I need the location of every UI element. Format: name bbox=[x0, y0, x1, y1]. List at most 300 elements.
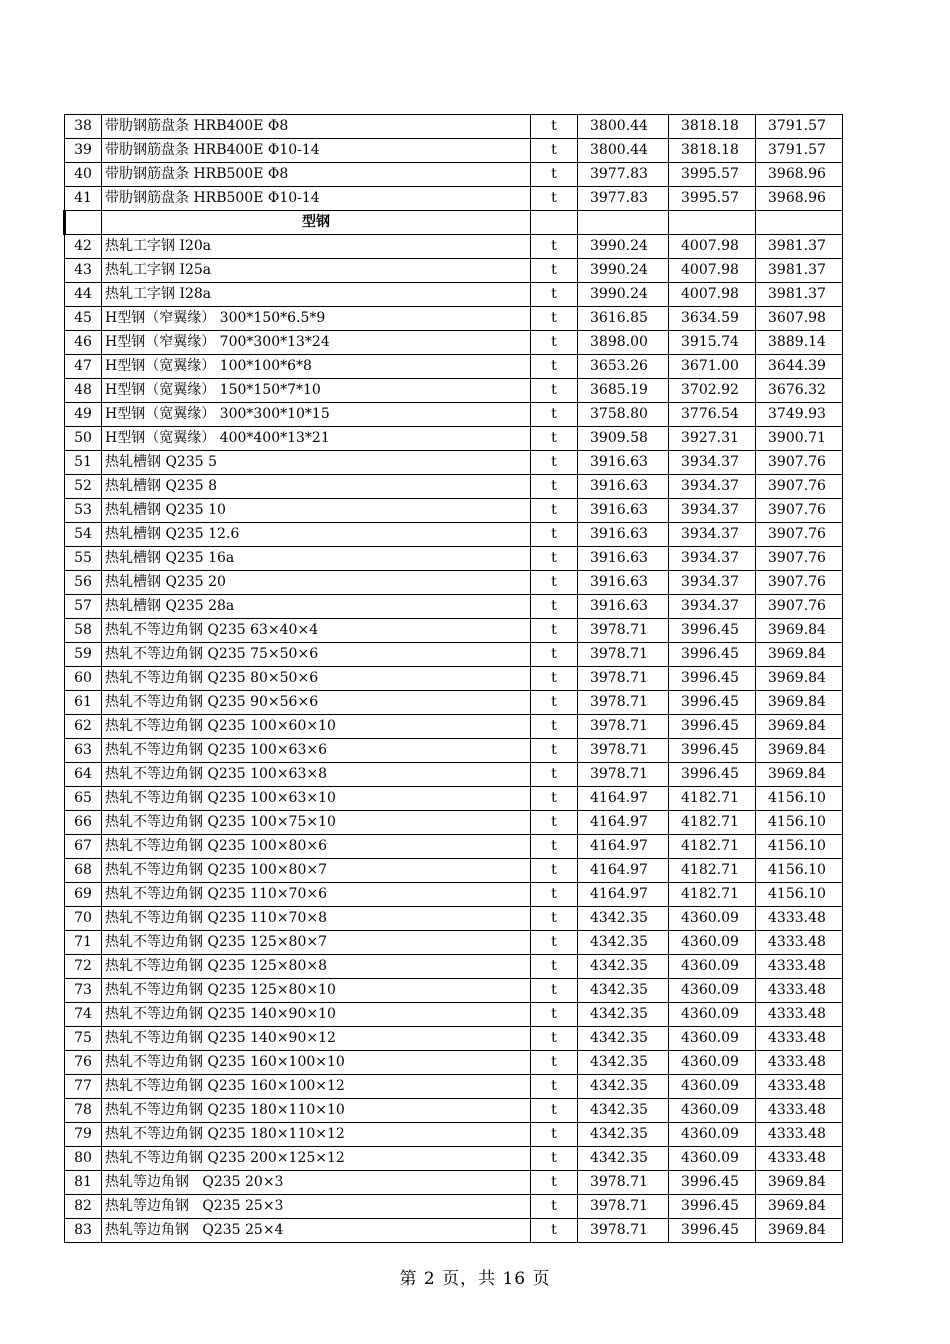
price-2: 4360.09 bbox=[669, 1051, 756, 1075]
item-unit: t bbox=[531, 187, 578, 211]
price-2: 4360.09 bbox=[669, 907, 756, 931]
item-unit: t bbox=[531, 139, 578, 163]
item-unit: t bbox=[531, 1027, 578, 1051]
price-2: 3996.45 bbox=[669, 1195, 756, 1219]
price-3: 3900.71 bbox=[756, 427, 843, 451]
item-unit: t bbox=[531, 1147, 578, 1171]
price-2: 4360.09 bbox=[669, 1027, 756, 1051]
row-index: 41 bbox=[65, 187, 102, 211]
row-index: 40 bbox=[65, 163, 102, 187]
item-name: 热轧槽钢 Q235 20 bbox=[102, 571, 531, 595]
item-name: H型钢（窄翼缘） 300*150*6.5*9 bbox=[102, 307, 531, 331]
price-3: 3969.84 bbox=[756, 619, 843, 643]
table-row bbox=[65, 643, 843, 667]
item-unit: t bbox=[531, 427, 578, 451]
price-2: 3996.45 bbox=[669, 667, 756, 691]
row-index: 58 bbox=[65, 619, 102, 643]
price-1: 3800.44 bbox=[578, 115, 669, 139]
item-name: 热轧不等边角钢 Q235 125×80×10 bbox=[102, 979, 531, 1003]
table-row bbox=[65, 499, 843, 523]
item-unit: t bbox=[531, 1075, 578, 1099]
price-3: 4333.48 bbox=[756, 1027, 843, 1051]
price-2: 4360.09 bbox=[669, 1123, 756, 1147]
price-1: 3916.63 bbox=[578, 451, 669, 475]
price-2: 4007.98 bbox=[669, 283, 756, 307]
item-name: 热轧不等边角钢 Q235 180×110×10 bbox=[102, 1099, 531, 1123]
item-name: H型钢（宽翼缘） 150*150*7*10 bbox=[102, 379, 531, 403]
price-3: 3907.76 bbox=[756, 595, 843, 619]
item-unit: t bbox=[531, 931, 578, 955]
price-3: 4333.48 bbox=[756, 1075, 843, 1099]
price-1: 4342.35 bbox=[578, 955, 669, 979]
table-row bbox=[65, 523, 843, 547]
price-3: 3981.37 bbox=[756, 235, 843, 259]
table-row bbox=[65, 355, 843, 379]
item-unit: t bbox=[531, 739, 578, 763]
item-unit: t bbox=[531, 1051, 578, 1075]
item-unit: t bbox=[531, 523, 578, 547]
price-2: 4007.98 bbox=[669, 259, 756, 283]
price-1: 4164.97 bbox=[578, 859, 669, 883]
item-unit: t bbox=[531, 571, 578, 595]
row-index: 43 bbox=[65, 259, 102, 283]
price-1: 3909.58 bbox=[578, 427, 669, 451]
price-2: 3934.37 bbox=[669, 571, 756, 595]
row-index: 78 bbox=[65, 1099, 102, 1123]
price-1: 3990.24 bbox=[578, 283, 669, 307]
table-row bbox=[65, 811, 843, 835]
table-row bbox=[65, 1051, 843, 1075]
price-2: 3776.54 bbox=[669, 403, 756, 427]
price-1: 4164.97 bbox=[578, 835, 669, 859]
row-index: 71 bbox=[65, 931, 102, 955]
section-header-group bbox=[65, 211, 843, 235]
row-index: 68 bbox=[65, 859, 102, 883]
price-2: 3996.45 bbox=[669, 739, 756, 763]
row-index: 66 bbox=[65, 811, 102, 835]
item-unit: t bbox=[531, 1123, 578, 1147]
item-unit: t bbox=[531, 499, 578, 523]
table-row bbox=[65, 1123, 843, 1147]
item-name: 热轧槽钢 Q235 5 bbox=[102, 451, 531, 475]
item-unit: t bbox=[531, 835, 578, 859]
price-2: 3934.37 bbox=[669, 595, 756, 619]
price-2: 3995.57 bbox=[669, 187, 756, 211]
price-2: 3996.45 bbox=[669, 1219, 756, 1243]
price-3: 3907.76 bbox=[756, 499, 843, 523]
table-row bbox=[65, 235, 843, 259]
table-row bbox=[65, 1027, 843, 1051]
price-1: 4164.97 bbox=[578, 883, 669, 907]
row-index: 54 bbox=[65, 523, 102, 547]
row-index: 61 bbox=[65, 691, 102, 715]
item-name: 热轧不等边角钢 Q235 160×100×10 bbox=[102, 1051, 531, 1075]
price-2: 4182.71 bbox=[669, 787, 756, 811]
table-row bbox=[65, 379, 843, 403]
price-2: 3818.18 bbox=[669, 115, 756, 139]
table-row bbox=[65, 187, 843, 211]
price-1: 3978.71 bbox=[578, 1195, 669, 1219]
table-row bbox=[65, 115, 843, 139]
price-3: 3968.96 bbox=[756, 187, 843, 211]
price-3: 4333.48 bbox=[756, 1123, 843, 1147]
table-row bbox=[65, 1075, 843, 1099]
item-unit: t bbox=[531, 979, 578, 1003]
price-3: 4333.48 bbox=[756, 955, 843, 979]
price-3: 3969.84 bbox=[756, 643, 843, 667]
item-unit: t bbox=[531, 1003, 578, 1027]
item-name: 热轧不等边角钢 Q235 90×56×6 bbox=[102, 691, 531, 715]
section-price-cell-1 bbox=[578, 211, 669, 235]
price-2: 3995.57 bbox=[669, 163, 756, 187]
item-name: 热轧不等边角钢 Q235 160×100×12 bbox=[102, 1075, 531, 1099]
item-unit: t bbox=[531, 163, 578, 187]
price-1: 3916.63 bbox=[578, 475, 669, 499]
row-index: 57 bbox=[65, 595, 102, 619]
price-table bbox=[63, 114, 843, 1243]
price-2: 3934.37 bbox=[669, 451, 756, 475]
table-row bbox=[65, 619, 843, 643]
price-2: 3818.18 bbox=[669, 139, 756, 163]
item-name: 热轧不等边角钢 Q235 100×75×10 bbox=[102, 811, 531, 835]
price-2: 4007.98 bbox=[669, 235, 756, 259]
price-2: 4360.09 bbox=[669, 1075, 756, 1099]
price-3: 3607.98 bbox=[756, 307, 843, 331]
item-name: 带肋钢筋盘条 HRB400E Φ8 bbox=[102, 115, 531, 139]
row-index: 74 bbox=[65, 1003, 102, 1027]
section-title: 型钢 bbox=[102, 211, 531, 235]
item-unit: t bbox=[531, 451, 578, 475]
item-name: 热轧不等边角钢 Q235 75×50×6 bbox=[102, 643, 531, 667]
price-1: 3977.83 bbox=[578, 163, 669, 187]
item-name: H型钢（宽翼缘） 100*100*6*8 bbox=[102, 355, 531, 379]
price-3: 3907.76 bbox=[756, 571, 843, 595]
table-row bbox=[65, 1099, 843, 1123]
table-row bbox=[65, 931, 843, 955]
section-row bbox=[65, 211, 843, 235]
item-name: 热轧不等边角钢 Q235 200×125×12 bbox=[102, 1147, 531, 1171]
price-1: 4164.97 bbox=[578, 811, 669, 835]
table-row bbox=[65, 859, 843, 883]
price-2: 4182.71 bbox=[669, 883, 756, 907]
item-name: 热轧不等边角钢 Q235 100×60×10 bbox=[102, 715, 531, 739]
price-3: 3676.32 bbox=[756, 379, 843, 403]
price-1: 4342.35 bbox=[578, 1147, 669, 1171]
row-index: 64 bbox=[65, 763, 102, 787]
price-3: 3969.84 bbox=[756, 1219, 843, 1243]
item-unit: t bbox=[531, 547, 578, 571]
price-3: 3969.84 bbox=[756, 667, 843, 691]
item-unit: t bbox=[531, 763, 578, 787]
row-index: 72 bbox=[65, 955, 102, 979]
item-unit: t bbox=[531, 787, 578, 811]
price-2: 3996.45 bbox=[669, 619, 756, 643]
price-1: 4342.35 bbox=[578, 1099, 669, 1123]
price-1: 3978.71 bbox=[578, 715, 669, 739]
item-unit: t bbox=[531, 643, 578, 667]
price-2: 3702.92 bbox=[669, 379, 756, 403]
price-2: 4182.71 bbox=[669, 835, 756, 859]
item-unit: t bbox=[531, 379, 578, 403]
table-row bbox=[65, 883, 843, 907]
price-2: 3996.45 bbox=[669, 691, 756, 715]
price-1: 3978.71 bbox=[578, 691, 669, 715]
item-name: 带肋钢筋盘条 HRB400E Φ10-14 bbox=[102, 139, 531, 163]
item-unit: t bbox=[531, 331, 578, 355]
table-row bbox=[65, 979, 843, 1003]
price-2: 3934.37 bbox=[669, 547, 756, 571]
item-unit: t bbox=[531, 283, 578, 307]
item-unit: t bbox=[531, 619, 578, 643]
item-name: 热轧不等边角钢 Q235 140×90×12 bbox=[102, 1027, 531, 1051]
table-row bbox=[65, 547, 843, 571]
item-name: 热轧不等边角钢 Q235 100×63×8 bbox=[102, 763, 531, 787]
item-unit: t bbox=[531, 1219, 578, 1243]
section-price-cell-2 bbox=[669, 211, 756, 235]
price-1: 3978.71 bbox=[578, 643, 669, 667]
price-2: 4360.09 bbox=[669, 979, 756, 1003]
table-row bbox=[65, 331, 843, 355]
row-index: 81 bbox=[65, 1171, 102, 1195]
item-unit: t bbox=[531, 307, 578, 331]
row-index: 59 bbox=[65, 643, 102, 667]
item-name: 热轧不等边角钢 Q235 100×63×6 bbox=[102, 739, 531, 763]
price-2: 3996.45 bbox=[669, 1171, 756, 1195]
price-3: 3644.39 bbox=[756, 355, 843, 379]
row-index: 83 bbox=[65, 1219, 102, 1243]
price-3: 3969.84 bbox=[756, 763, 843, 787]
item-name: 热轧不等边角钢 Q235 100×80×7 bbox=[102, 859, 531, 883]
item-unit: t bbox=[531, 1099, 578, 1123]
item-unit: t bbox=[531, 115, 578, 139]
item-name: 热轧槽钢 Q235 28a bbox=[102, 595, 531, 619]
item-name: 带肋钢筋盘条 HRB500E Φ8 bbox=[102, 163, 531, 187]
item-unit: t bbox=[531, 907, 578, 931]
table-row bbox=[65, 763, 843, 787]
price-1: 3653.26 bbox=[578, 355, 669, 379]
section-price-cell-3 bbox=[756, 211, 843, 235]
price-3: 3791.57 bbox=[756, 139, 843, 163]
table-row bbox=[65, 715, 843, 739]
table-row bbox=[65, 907, 843, 931]
item-name: 热轧不等边角钢 Q235 125×80×8 bbox=[102, 955, 531, 979]
price-3: 3969.84 bbox=[756, 1171, 843, 1195]
table-row bbox=[65, 1219, 843, 1243]
price-1: 4342.35 bbox=[578, 1051, 669, 1075]
price-1: 4342.35 bbox=[578, 1003, 669, 1027]
row-index: 42 bbox=[65, 235, 102, 259]
price-2: 3915.74 bbox=[669, 331, 756, 355]
table-row bbox=[65, 403, 843, 427]
row-index: 46 bbox=[65, 331, 102, 355]
price-3: 3907.76 bbox=[756, 523, 843, 547]
price-1: 3978.71 bbox=[578, 1219, 669, 1243]
price-1: 3916.63 bbox=[578, 523, 669, 547]
price-3: 3981.37 bbox=[756, 283, 843, 307]
price-1: 4342.35 bbox=[578, 931, 669, 955]
item-name: 热轧工字钢 I25a bbox=[102, 259, 531, 283]
price-2: 3671.00 bbox=[669, 355, 756, 379]
item-name: 热轧槽钢 Q235 12.6 bbox=[102, 523, 531, 547]
row-index: 45 bbox=[65, 307, 102, 331]
price-3: 3969.84 bbox=[756, 1195, 843, 1219]
row-index: 52 bbox=[65, 475, 102, 499]
table-row bbox=[65, 1195, 843, 1219]
item-unit: t bbox=[531, 691, 578, 715]
price-1: 4342.35 bbox=[578, 1123, 669, 1147]
price-2: 4360.09 bbox=[669, 955, 756, 979]
table-row bbox=[65, 307, 843, 331]
row-index: 44 bbox=[65, 283, 102, 307]
item-name: 热轧不等边角钢 Q235 110×70×6 bbox=[102, 883, 531, 907]
table-row bbox=[65, 139, 843, 163]
table-row bbox=[65, 1147, 843, 1171]
price-2: 4182.71 bbox=[669, 811, 756, 835]
price-3: 3749.93 bbox=[756, 403, 843, 427]
item-name: 热轧不等边角钢 Q235 110×70×8 bbox=[102, 907, 531, 931]
price-1: 3685.19 bbox=[578, 379, 669, 403]
table-body-section-steel bbox=[65, 235, 843, 1243]
table-row bbox=[65, 691, 843, 715]
table-row bbox=[65, 667, 843, 691]
price-3: 4333.48 bbox=[756, 979, 843, 1003]
price-1: 4342.35 bbox=[578, 979, 669, 1003]
row-index: 56 bbox=[65, 571, 102, 595]
table-body-rebar bbox=[65, 115, 843, 211]
price-1: 3978.71 bbox=[578, 667, 669, 691]
row-index: 62 bbox=[65, 715, 102, 739]
item-unit: t bbox=[531, 475, 578, 499]
price-2: 4360.09 bbox=[669, 1147, 756, 1171]
item-name: 热轧不等边角钢 Q235 63×40×4 bbox=[102, 619, 531, 643]
item-name: 热轧不等边角钢 Q235 180×110×12 bbox=[102, 1123, 531, 1147]
price-2: 3996.45 bbox=[669, 715, 756, 739]
price-3: 3791.57 bbox=[756, 115, 843, 139]
item-name: 热轧槽钢 Q235 10 bbox=[102, 499, 531, 523]
row-index: 50 bbox=[65, 427, 102, 451]
item-unit: t bbox=[531, 403, 578, 427]
price-2: 3934.37 bbox=[669, 475, 756, 499]
item-unit: t bbox=[531, 715, 578, 739]
item-name: 热轧不等边角钢 Q235 80×50×6 bbox=[102, 667, 531, 691]
item-unit: t bbox=[531, 859, 578, 883]
item-name: 热轧槽钢 Q235 8 bbox=[102, 475, 531, 499]
price-1: 3898.00 bbox=[578, 331, 669, 355]
price-3: 3968.96 bbox=[756, 163, 843, 187]
price-3: 3969.84 bbox=[756, 739, 843, 763]
table-row bbox=[65, 1003, 843, 1027]
item-name: 热轧不等边角钢 Q235 125×80×7 bbox=[102, 931, 531, 955]
item-name: 热轧不等边角钢 Q235 100×63×10 bbox=[102, 787, 531, 811]
row-index: 55 bbox=[65, 547, 102, 571]
table-row bbox=[65, 595, 843, 619]
item-unit: t bbox=[531, 595, 578, 619]
price-3: 4156.10 bbox=[756, 787, 843, 811]
price-1: 4342.35 bbox=[578, 907, 669, 931]
price-2: 4360.09 bbox=[669, 931, 756, 955]
item-unit: t bbox=[531, 1195, 578, 1219]
price-2: 3927.31 bbox=[669, 427, 756, 451]
item-name: H型钢（宽翼缘） 400*400*13*21 bbox=[102, 427, 531, 451]
price-2: 3934.37 bbox=[669, 499, 756, 523]
price-1: 3978.71 bbox=[578, 619, 669, 643]
item-name: 热轧不等边角钢 Q235 100×80×6 bbox=[102, 835, 531, 859]
price-3: 4156.10 bbox=[756, 859, 843, 883]
item-name: H型钢（宽翼缘） 300*300*10*15 bbox=[102, 403, 531, 427]
row-index: 65 bbox=[65, 787, 102, 811]
row-index: 48 bbox=[65, 379, 102, 403]
price-3: 4333.48 bbox=[756, 1003, 843, 1027]
price-2: 3934.37 bbox=[669, 523, 756, 547]
item-name: 带肋钢筋盘条 HRB500E Φ10-14 bbox=[102, 187, 531, 211]
price-1: 3916.63 bbox=[578, 571, 669, 595]
price-2: 3996.45 bbox=[669, 643, 756, 667]
table-row bbox=[65, 259, 843, 283]
price-1: 4342.35 bbox=[578, 1075, 669, 1099]
row-index: 77 bbox=[65, 1075, 102, 1099]
price-2: 4182.71 bbox=[669, 859, 756, 883]
table-row bbox=[65, 283, 843, 307]
price-1: 3977.83 bbox=[578, 187, 669, 211]
item-name: 热轧等边角钢 Q235 25×3 bbox=[102, 1195, 531, 1219]
price-1: 3990.24 bbox=[578, 259, 669, 283]
row-index: 75 bbox=[65, 1027, 102, 1051]
price-3: 4333.48 bbox=[756, 931, 843, 955]
item-unit: t bbox=[531, 811, 578, 835]
item-name: 热轧槽钢 Q235 16a bbox=[102, 547, 531, 571]
price-3: 4333.48 bbox=[756, 1147, 843, 1171]
price-1: 3916.63 bbox=[578, 499, 669, 523]
price-3: 4156.10 bbox=[756, 811, 843, 835]
price-1: 4164.97 bbox=[578, 787, 669, 811]
row-index: 53 bbox=[65, 499, 102, 523]
price-1: 3916.63 bbox=[578, 595, 669, 619]
price-1: 3978.71 bbox=[578, 763, 669, 787]
price-1: 3616.85 bbox=[578, 307, 669, 331]
price-3: 3907.76 bbox=[756, 475, 843, 499]
row-index: 51 bbox=[65, 451, 102, 475]
table-row bbox=[65, 475, 843, 499]
price-3: 4156.10 bbox=[756, 835, 843, 859]
price-3: 3969.84 bbox=[756, 715, 843, 739]
item-name: 热轧等边角钢 Q235 20×3 bbox=[102, 1171, 531, 1195]
row-index: 38 bbox=[65, 115, 102, 139]
row-index: 49 bbox=[65, 403, 102, 427]
item-unit: t bbox=[531, 955, 578, 979]
price-3: 3907.76 bbox=[756, 547, 843, 571]
item-name: 热轧不等边角钢 Q235 140×90×10 bbox=[102, 1003, 531, 1027]
row-index: 73 bbox=[65, 979, 102, 1003]
price-2: 3996.45 bbox=[669, 763, 756, 787]
price-2: 3634.59 bbox=[669, 307, 756, 331]
price-3: 4156.10 bbox=[756, 883, 843, 907]
page-footer: 第 2 页，共 16 页 bbox=[399, 1269, 551, 1289]
row-index: 76 bbox=[65, 1051, 102, 1075]
price-1: 3800.44 bbox=[578, 139, 669, 163]
price-3: 3889.14 bbox=[756, 331, 843, 355]
price-3: 3907.76 bbox=[756, 451, 843, 475]
row-index: 63 bbox=[65, 739, 102, 763]
item-unit: t bbox=[531, 667, 578, 691]
row-index: 82 bbox=[65, 1195, 102, 1219]
price-2: 4360.09 bbox=[669, 1003, 756, 1027]
price-1: 3916.63 bbox=[578, 547, 669, 571]
table-row bbox=[65, 571, 843, 595]
price-3: 3969.84 bbox=[756, 691, 843, 715]
item-unit: t bbox=[531, 355, 578, 379]
price-3: 4333.48 bbox=[756, 1099, 843, 1123]
table-row bbox=[65, 163, 843, 187]
